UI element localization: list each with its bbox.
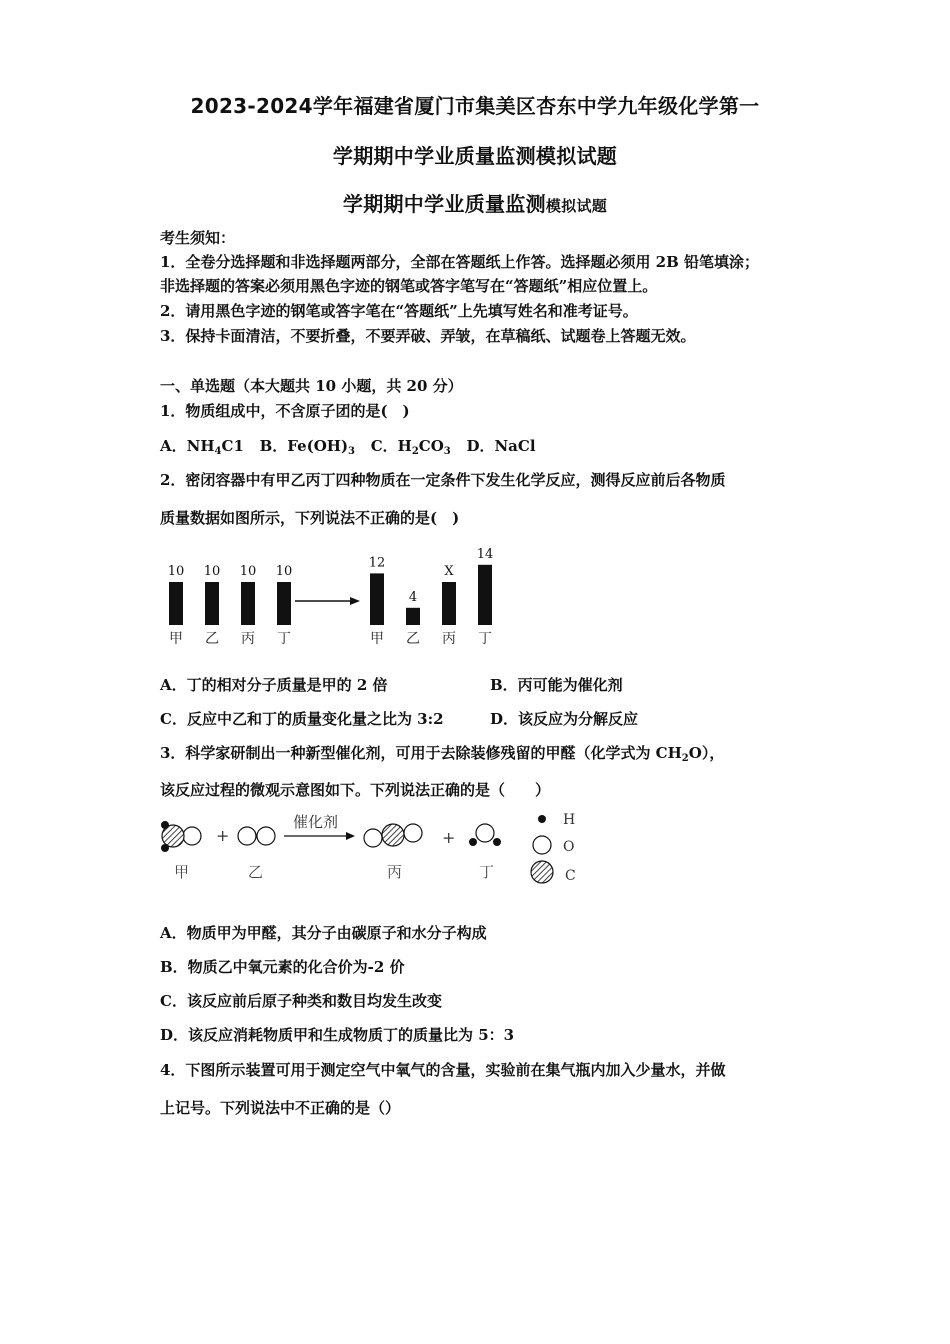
- catalyst-arrow-head: [346, 832, 355, 840]
- q2-stem-line-2: 质量数据如图所示，下列说法不正确的是( ): [160, 509, 460, 527]
- bar-after-丁: [478, 565, 492, 625]
- title-line-3-main: 学期期中学业质量监测: [342, 192, 546, 216]
- notice-item-3: 3．保持卡面清洁，不要折叠，不要弄破、弄皱，在草稿纸、试题卷上答题无效。: [160, 327, 696, 345]
- bar-label-before-甲: 10: [167, 564, 185, 579]
- bar-after-甲: [370, 573, 384, 625]
- molecule-bing: [364, 824, 422, 847]
- label-bing: 丙: [387, 863, 403, 881]
- bar-label-after-丁: 14: [476, 546, 494, 562]
- label-ding: 丁: [479, 863, 495, 881]
- bar-after-乙: [406, 608, 420, 625]
- reaction-arrow-head: [350, 597, 360, 605]
- q1-option-b: B．$Fe(OH)_3$: [259, 437, 356, 457]
- legend-h: H: [563, 812, 576, 828]
- title-line-3: [0, 188, 950, 217]
- q1-option-d: D．NaCl: [466, 437, 536, 455]
- q3-option-b: B．物质乙中氧元素的化合价为-2 价: [160, 958, 405, 976]
- q2-stem-line-1: 2．密闭容器中有甲乙丙丁四种物质在一定条件下发生化学反应，测得反应前后各物质: [160, 471, 726, 489]
- notice-heading: 考生须知：: [160, 229, 236, 247]
- category-label-before-乙: 乙: [205, 631, 219, 647]
- label-yi: 乙: [248, 863, 264, 881]
- bar-after-丙: [442, 582, 456, 625]
- title-line-2: 学期期中学业质量监测模拟试题: [332, 144, 618, 168]
- category-label-before-丁: 丁: [277, 631, 291, 647]
- q3-option-a: A．物质甲为甲醛，其分子由碳原子和水分子构成: [160, 924, 487, 942]
- q3-option-c: C．该反应前后原子种类和数目均发生改变: [160, 992, 442, 1010]
- q2-option-c: C．反应中乙和丁的质量变化量之比为 3:2: [160, 710, 444, 728]
- bar-label-after-甲: 12: [368, 555, 386, 571]
- q1-stem: 1．物质组成中，不含原子团的是( ): [160, 402, 410, 420]
- q3-option-d: D．该反应消耗物质甲和生成物质丁的质量比为 5：3: [160, 1026, 515, 1044]
- q3-micro-diagram: [150, 805, 590, 895]
- bar-label-before-丁: 10: [275, 564, 293, 579]
- notice-item-1-line-1: 1．全卷分选择题和非选择题两部分，全部在答题纸上作答。选择题必须用 2B 铅笔填涂；: [160, 253, 760, 271]
- molecule-jia: [161, 821, 201, 852]
- category-label-after-甲: 甲: [370, 631, 384, 647]
- section-1-heading: 一、单选题（本大题共 10 小题，共 20 分）: [160, 377, 463, 395]
- plus-1: +: [216, 826, 230, 845]
- q1-option-c: C．$H_2CO_3$: [370, 437, 451, 457]
- bar-before-丙: [241, 582, 255, 625]
- bar-before-丁: [277, 582, 291, 625]
- q3-stem-line-1: 3．科学家研制出一种新型催化剂，可用于去除装修残留的甲醛（化学式为 $CH_2O$），: [160, 744, 725, 764]
- title-line-3-small: 模拟试题: [545, 197, 608, 215]
- q2-option-b: B．丙可能为催化剂: [490, 676, 623, 694]
- q2-option-d: D．该反应为分解反应: [490, 710, 639, 728]
- q3-stem-line-2: 该反应过程的微观示意图如下。下列说法正确的是（ ）: [160, 781, 551, 799]
- legend: [531, 812, 576, 884]
- q4-stem-line-2: 上记号。下列说法中不正确的是（）: [160, 1099, 401, 1117]
- category-label-after-乙: 乙: [406, 631, 420, 647]
- category-label-before-丙: 丙: [241, 631, 255, 647]
- notice-item-2: 2．请用黑色字迹的钢笔或答字笔在“答题纸”上先填写姓名和准考证号。: [160, 302, 638, 320]
- legend-c: C: [565, 868, 576, 884]
- q2-mass-bar-chart: [155, 535, 515, 650]
- bar-label-before-丙: 10: [239, 564, 257, 579]
- q1-options: [160, 436, 536, 456]
- bar-before-乙: [205, 582, 219, 625]
- bar-before-甲: [169, 582, 183, 625]
- category-label-before-甲: 甲: [169, 631, 183, 647]
- q2-option-a: A．丁的相对分子质量是甲的 2 倍: [160, 676, 388, 694]
- bar-label-after-乙: 4: [408, 589, 418, 605]
- catalyst-label: 催化剂: [293, 813, 339, 831]
- label-jia: 甲: [174, 863, 190, 881]
- notice-item-1-line-2: 非选择题的答案必须用黑色字迹的钢笔或答字笔写在“答题纸”相应位置上。: [160, 277, 658, 295]
- legend-o: O: [563, 839, 575, 855]
- q4-stem-line-1: 4．下图所示装置可用于测定空气中氧气的含量，实验前在集气瓶内加入少量水，并做: [160, 1061, 726, 1079]
- title-line-1: 2023-2024学年福建省厦门市集美区杏东中学九年级化学第一: [190, 94, 760, 118]
- category-label-after-丁: 丁: [478, 631, 492, 647]
- q1-option-a: A．$NH_4C1$: [160, 437, 244, 457]
- molecule-ding: [469, 824, 501, 846]
- category-label-after-丙: 丙: [442, 631, 456, 647]
- plus-2: +: [442, 828, 456, 847]
- molecule-yi: [238, 827, 275, 845]
- bar-label-after-丙: X: [444, 564, 454, 579]
- bar-label-before-乙: 10: [203, 564, 221, 579]
